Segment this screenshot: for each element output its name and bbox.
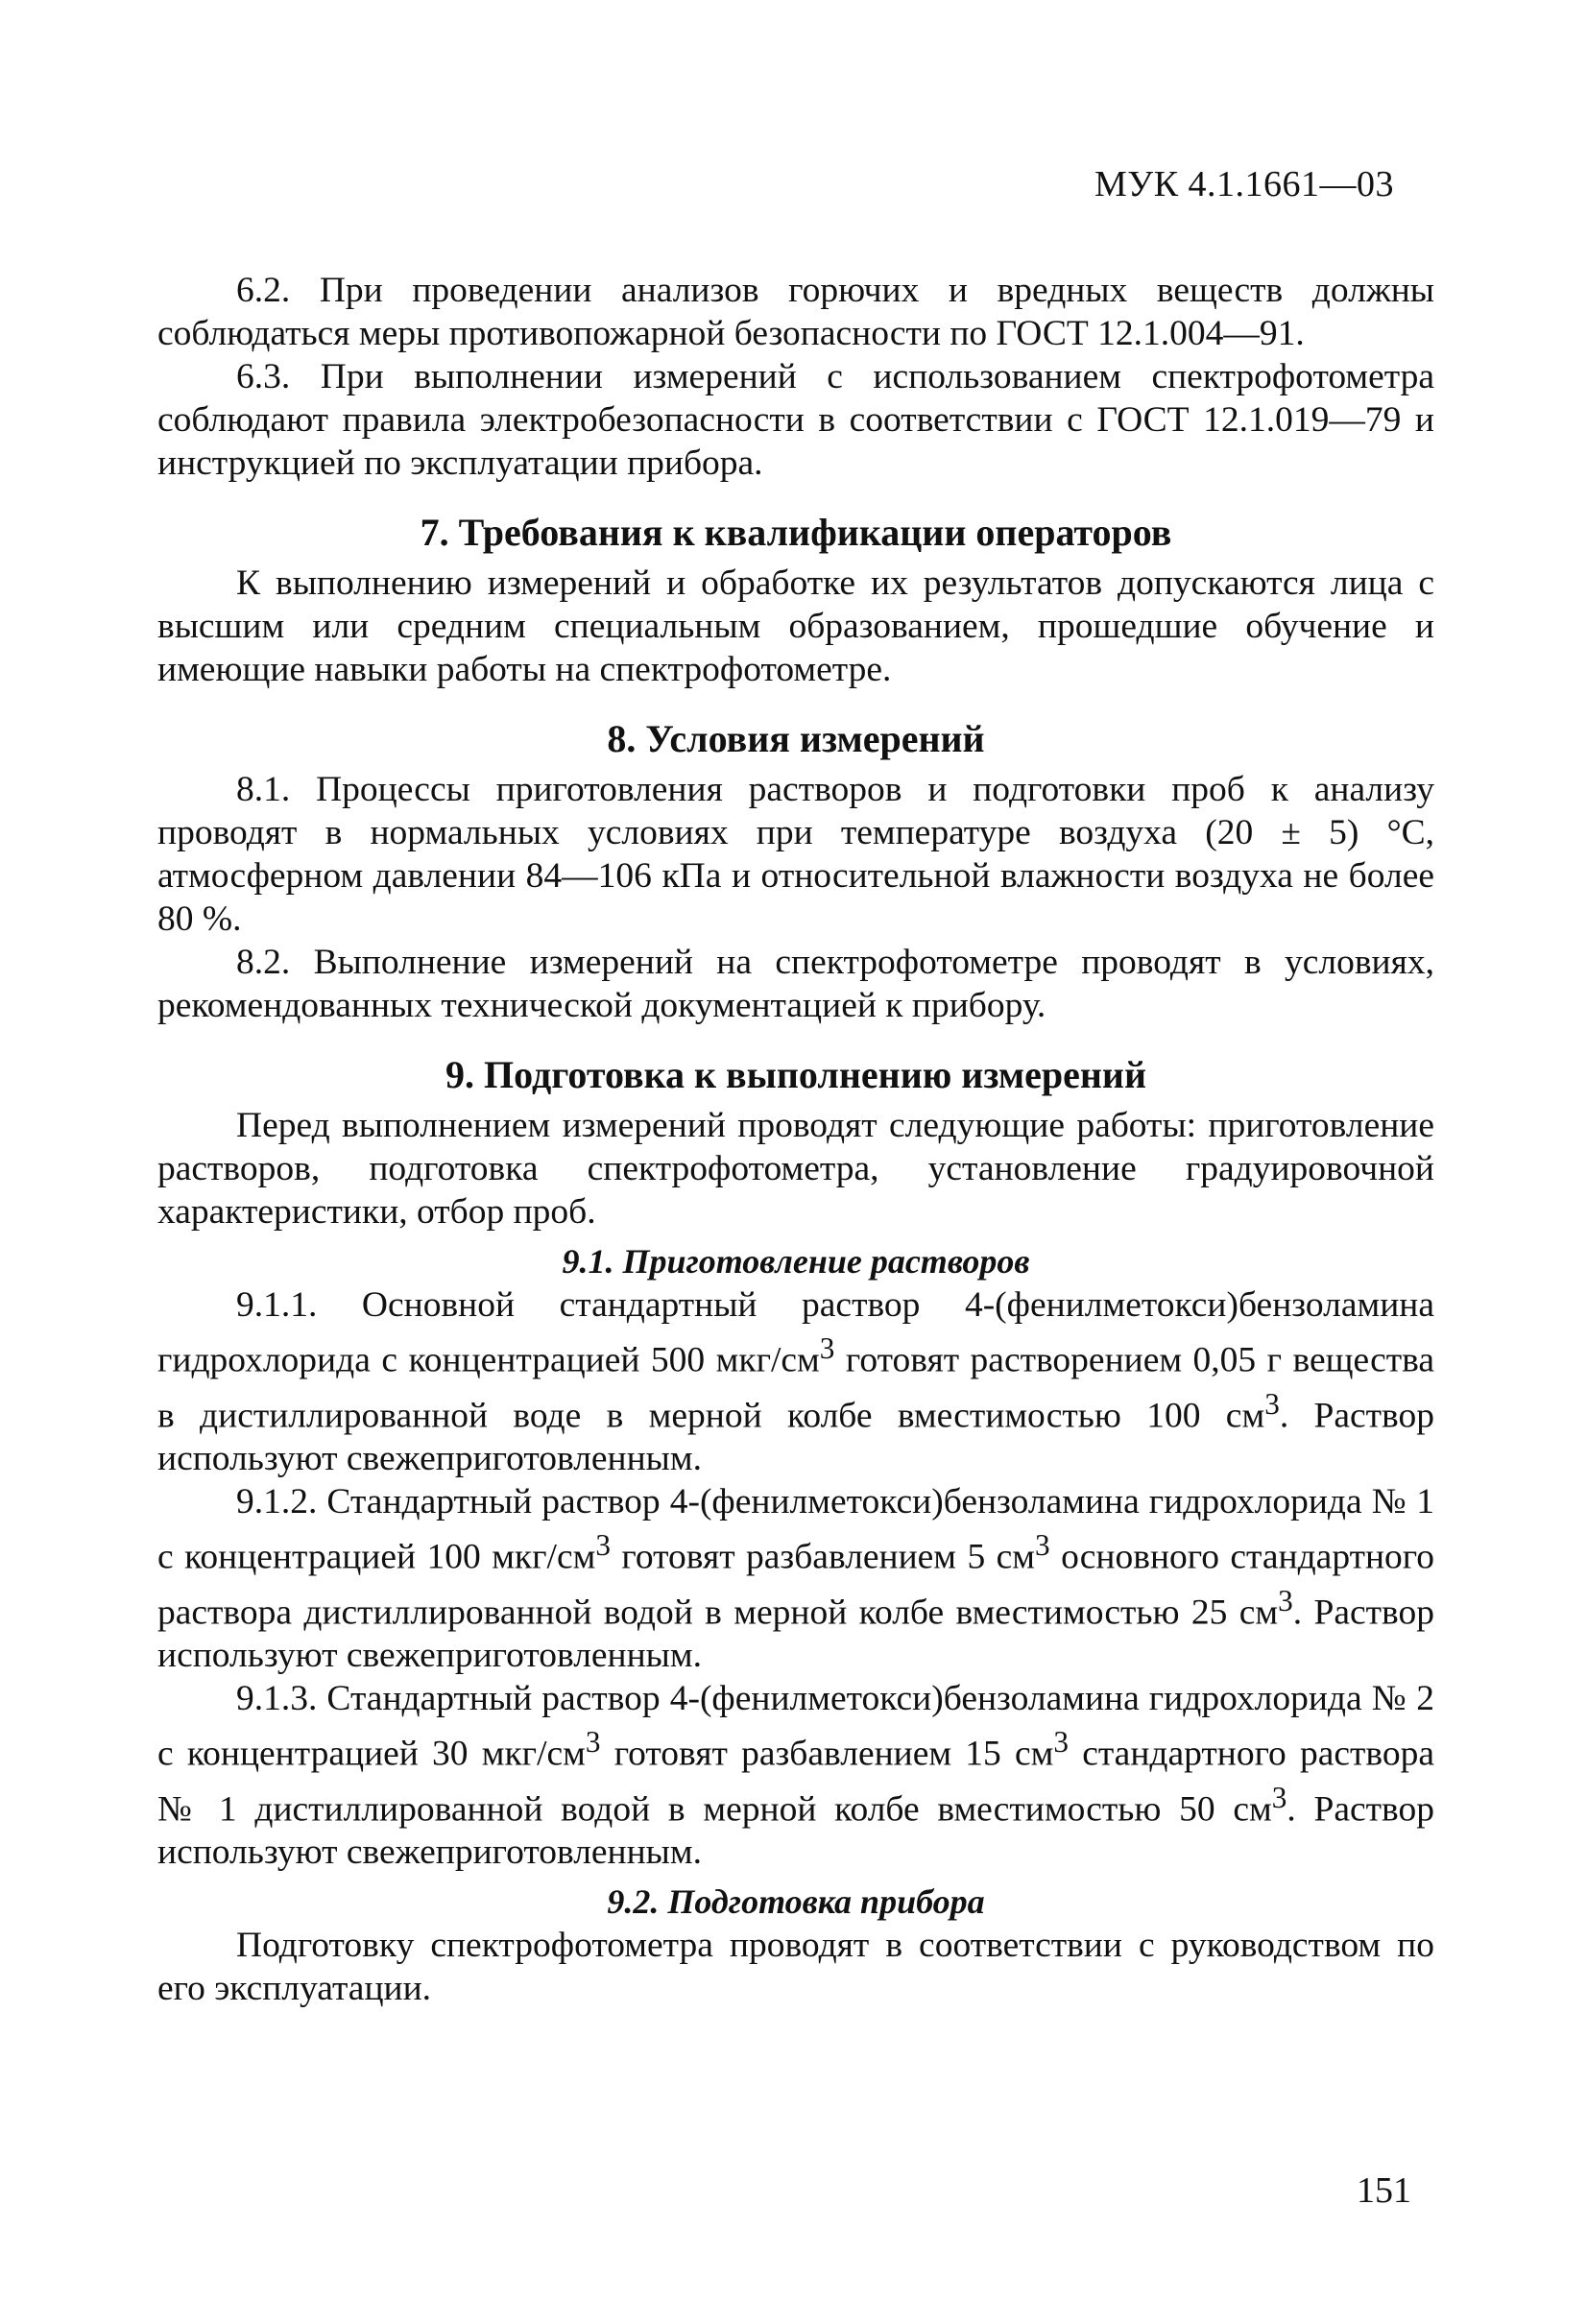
paragraph-8-2: 8.2. Выполнение измерений на спектрофотометре проводят в условиях, рекомендованных технической документацией к прибору. [157,943,1434,1025]
paragraph-9: Перед выполнением измерений проводят следующие работы: приготовление растворов, подготовка спектрофотометра, установление градуировочной характеристики, отбор проб. [157,1106,1434,1232]
heading-section-7: 7. Требования к квалификации операторов [420,511,1172,554]
paragraph-8-1: 8.1. Процессы приготовления растворов и подготовки проб к анализу проводят в нормальных условиях при температуре воздуха (20 ± 5) °С, атмосферном давлении 84—106 кПа и относительной влажности воздуха не более 80 %. [157,770,1434,939]
heading-section-8: 8. Условия измерений [607,717,985,760]
paragraph-9-1-2: 9.1.2. Стандартный раствор 4-(фенилметокси)бензоламина гидрохлорида № 1 с концентрацией 100 мкг/$см^3$ готовят разбавлением 5 $см^3$ основного стандартного раствора дистиллированной водой в мерной колбе вместимостью 25 $см^3$. Раствор используют свежеприготовленным. [157,1482,1434,1675]
paragraph-9-1-3: 9.1.3. Стандартный раствор 4-(фенилметокси)бензоламина гидрохлорида № 2 с концентрацией 30 мкг/$см^3$ готовят разбавлением 15 $см^3$ стандартного раствора № 1 дистиллированной водой в мерной колбе вместимостью 50 $см^3$. Раствор используют свежеприготовленным. [157,1679,1435,1872]
paragraph-9-2: Подготовку спектрофотометра проводят в соответствии с руководством по его эксплуатации. [157,1926,1434,2008]
document-id: МУК 4.1.1661—03 [1094,164,1395,204]
paragraph-9-1-1: 9.1.1. Основной стандартный раствор 4-(фенилметокси)бензоламина гидрохлорида с концентрацией 500 мкг/$см^3$ готовят растворением 0,05 г вещества в дистиллированной воде в мерной колбе вместимостью 100 $см^3$. Раствор используют свежеприготовленным. [157,1285,1435,1478]
paragraph-7: К выполнению измерений и обработке их результатов допускаются лица с высшим или средним специальным образованием, прошедшие обучение и имеющие навыки работы на спектрофотометре. [157,563,1434,689]
paragraph-6-2: 6.2. При проведении анализов горючих и вредных веществ должны соблюдаться меры противопожарной безопасности по ГОСТ 12.1.004—91. [157,271,1434,353]
document-body [157,269,1434,2010]
heading-section-9: 9. Подготовка к выполнению измерений [445,1053,1146,1096]
paragraph-6-3: 6.3. При выполнении измерений с использованием спектрофотометра соблюдают правила электробезопасности в соответствии с ГОСТ 12.1.019—79 и инструкцией по эксплуатации прибора. [157,357,1434,483]
subheading-9-2: 9.2. Подготовка прибора [607,1882,985,1921]
subheading-9-1: 9.1. Приготовление растворов [562,1242,1030,1281]
page-number: 151 [1357,2170,1411,2211]
